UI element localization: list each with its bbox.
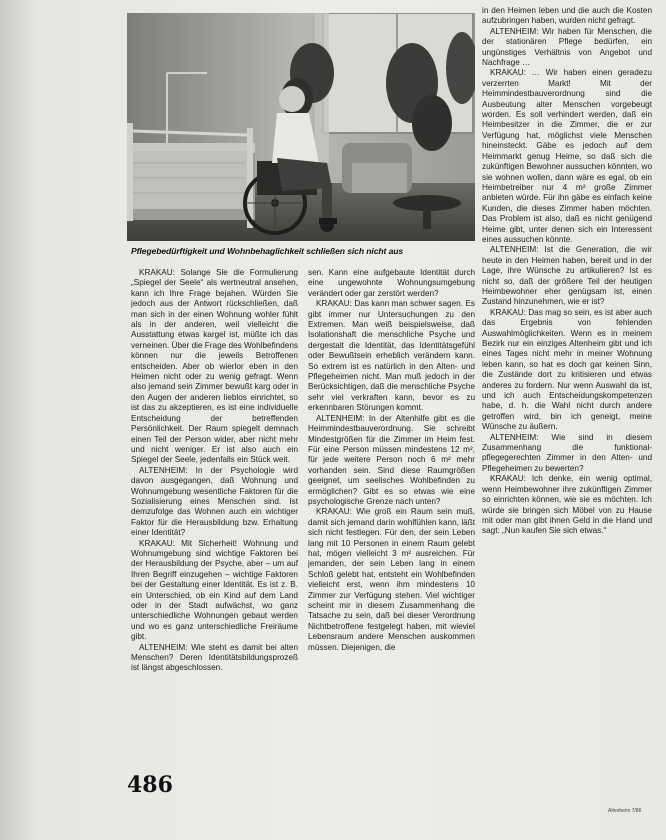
issue-label: Altenheim 7/86 bbox=[608, 808, 642, 814]
paragraph: KRAKAU: Das kann man schwer sagen. Es gibt immer nur Untersuchungen zu den Extremen. Man weiß beispielsweise, daß Isolationshaft die menschliche Psyche und dergestalt die Identität, das Identitätsgefühl oder Bewußtsein erheblich verändern kann. So extrem ist es natürlich in den Alten- und Pflegeheimen nicht. Man muß jedoch in der Berücksichtigen, daß die menschliche Psyche sehr viel verkraften kann, bevor es zu erkennbaren Störungen kommt. bbox=[308, 299, 475, 413]
text-column-3 bbox=[482, 6, 652, 806]
paragraph: ALTENHEIM: Wir haben für Menschen, die der stationären Pflege bedürfen, ein ungünstiges Verhältnis von Angebot und Nachfrage … bbox=[482, 26, 652, 68]
photo-caption: Pflegebedürftigkeit und Wohnbehaglichkeit schließen sich nicht aus bbox=[131, 246, 404, 256]
paragraph: KRAKAU: … Wir haben einen geradezu verzerrten Markt! Mit der Heimmindestbauverordnung sind die Ausbeutung alter Menschen vorgebeugt worden. Es soll verhindert werden, daß ein Heimbesitzer in die Zimmer, die er zur Verfügung hat, möglichst viele Menschen hineinsteckt. Gäbe es jedoch auf dem Heimmarkt genug Heime, so daß sich die zukünftigen Bewohner aussuchen könnten, wo sie wohnen wollen, dann wäre es egal, ob ein Heimbetreiber nur 4 m² große Zimmer anbieten würde. Für ihn gäbe es einfach keine Kunden, die dieses Zimmer haben möchten. Das Problem ist also, daß es nicht genügend Heime gibt, unter denen sich ein Interessent eines aussuchen könnte. bbox=[482, 68, 652, 244]
text-column-1 bbox=[131, 268, 298, 764]
paragraph: KRAKAU: Ich denke, ein wenig optimal, wenn Heimbewohner ihre zukünftigen Zimmer so einrichten können, wie sie es möchten. Ich würde sie bringen sich Möbel von zu Hause mit oder man gibt ihnen Geld in die Hand und sagt: „Nun kaufen Sie sich etwas.“ bbox=[482, 474, 652, 536]
paragraph: ALTENHEIM: In der Psychologie wird davon ausgegangen, daß Wohnung und Wohnumgebung wesentliche Faktoren für die Sozialisierung eines Menschen sind. Ist demzufolge das Wohnen auch ein wichtiger Faktor für die Herausbildung bzw. Erhaltung einer Identität? bbox=[131, 465, 298, 538]
paragraph: ALTENHEIM: Wie steht es damit bei alten Menschen? Deren Identitätsbildungsprozeß ist längst abgeschlossen. bbox=[131, 642, 298, 673]
paragraph: in den Heimen leben und die auch die Kosten aufzubringen haben, wurden nicht gefragt. bbox=[482, 6, 652, 26]
paragraph: KRAKAU: Wie groß ein Raum sein muß, damit sich jemand darin wohlfühlen kann, läßt sich nicht festlegen. Für den, der sein Leben lang mit 10 Personen in einem Raum gelebt hat, mögen vielleicht 3 m² ausreichen. Für jemanden, der sein Leben lang in einem Schloß gelebt hat, entsteht ein Wohlbefinden vielleicht erst, wenn ihm mindestens 10 Zimmer zur Verfügung stehen. Viel wichtiger scheint mir in diesem Zusammenhang die Tatsache zu sein, daß bei dieser Verordnung Nichtbetroffene festgelegt haben, mit wieviel Lebensraum andere Menschen auskommen müssen. Diejenigen, die bbox=[308, 507, 475, 652]
paragraph: KRAKAU: Solange Sie die Formulierung „Spiegel der Seele“ als wertneutral ansehen, kann ich Ihre Frage bejahen. Würden Sie jedoch aus der Antwort rückschließen, daß man sich in der einen Wohnung wohler fühlt als in der anderen, weil vielleicht die Ausstattung etwas kargel ist, müßte ich das verneinen. Über die Frage des Wohlbefindens können nur die jeweils Betroffenen entscheiden. Aber ob wierlor eben in den Heimen nicht oder zu wenig gefragt. Wenn also jemand sein Zimmer bewußt karg oder in den Augen der anderen lieblos einrichtet, so ist das zu akzeptieren, es ist eine individuelle Entscheidung der betreffenden Persönlichkeit. Der Raum spiegelt demnach einen Teil der Person wider, aber nicht mehr und nicht weniger. Er ist also auch ein Spiegel der Seele, jedenfalls ein Stück weit. bbox=[131, 268, 298, 465]
paragraph: ALTENHEIM: In der Altenhilfe gibt es die Heimmindestbauverordnung. Sie schreibt Mindestgrößen für die Zimmer im Heim fest. Für eine Person müssen mindestens 12 m², für jede weitere Person noch 6 m² mehr vorhanden sein. Sind diese Raumgrößen geeignet, um seelisches Wohlbefinden zu ermöglichen? Gibt es so etwas wie eine psychologische Grenze nach unten? bbox=[308, 413, 475, 506]
photo-elderly-man-in-room bbox=[127, 13, 475, 241]
paragraph: ALTENHEIM: Ist die Generation, die wir heute in den Heimen haben, bereit und in der Lage, ihre Wünsche zu artikulieren? Ist es nicht so, daß der größere Teil der heutigen Heimbewohner eher genügsam ist, einen Zustand hinzunehmen, wie er ist? bbox=[482, 245, 652, 307]
paragraph: sen. Kann eine aufgebaute Identität durch eine ungewohnte Wohnungsumgebung verändert oder gar zerstört werden? bbox=[308, 268, 475, 298]
paragraph: KRAKAU: Mit Sicherheit! Wohnung und Wohnumgebung sind wichtige Faktoren bei der Herausbildung der Psyche, aber – um auf Ihren Begriff einzugehen – wichtige Faktoren bei der Gestaltung einer Identität. Es ist z. B. ein Unterschied, ob ein Kind auf dem Land oder in der Stadt aufwächst, wo ganz unterschiedliche Wohnungen gebaut werden und wo es ganz unterschiedliche Freiräume gibt. bbox=[131, 538, 298, 642]
text-column-2 bbox=[308, 268, 475, 806]
article-photo bbox=[127, 13, 475, 241]
paragraph: KRAKAU: Das mag so sein, es ist aber auch das Ergebnis von fehlenden Auswahlmöglichkeiten. Wenn es in meinem Bezirk nur ein einziges Altenheim gibt und ich eines Tages nicht mehr in meiner Wohnung leben kann, so hat es doch gar keinen Sinn, die Zustände dort zu kritisieren und etwas anderes zu fordern. Nur wenn Auswahl da ist, und ich auch Entscheidungskompetenzen habe, d. h. die Wahl nicht durch andere getroffen wird, bin ich geneigt, meine Wünsche zu äußern. bbox=[482, 307, 652, 432]
paragraph: ALTENHEIM: Wie sind in diesem Zusammenhang die funktional-pflegegerechten Zimmer in den Alten- und Pflegeheimen zu bewerten? bbox=[482, 432, 652, 473]
page-number: 486 bbox=[127, 772, 173, 798]
